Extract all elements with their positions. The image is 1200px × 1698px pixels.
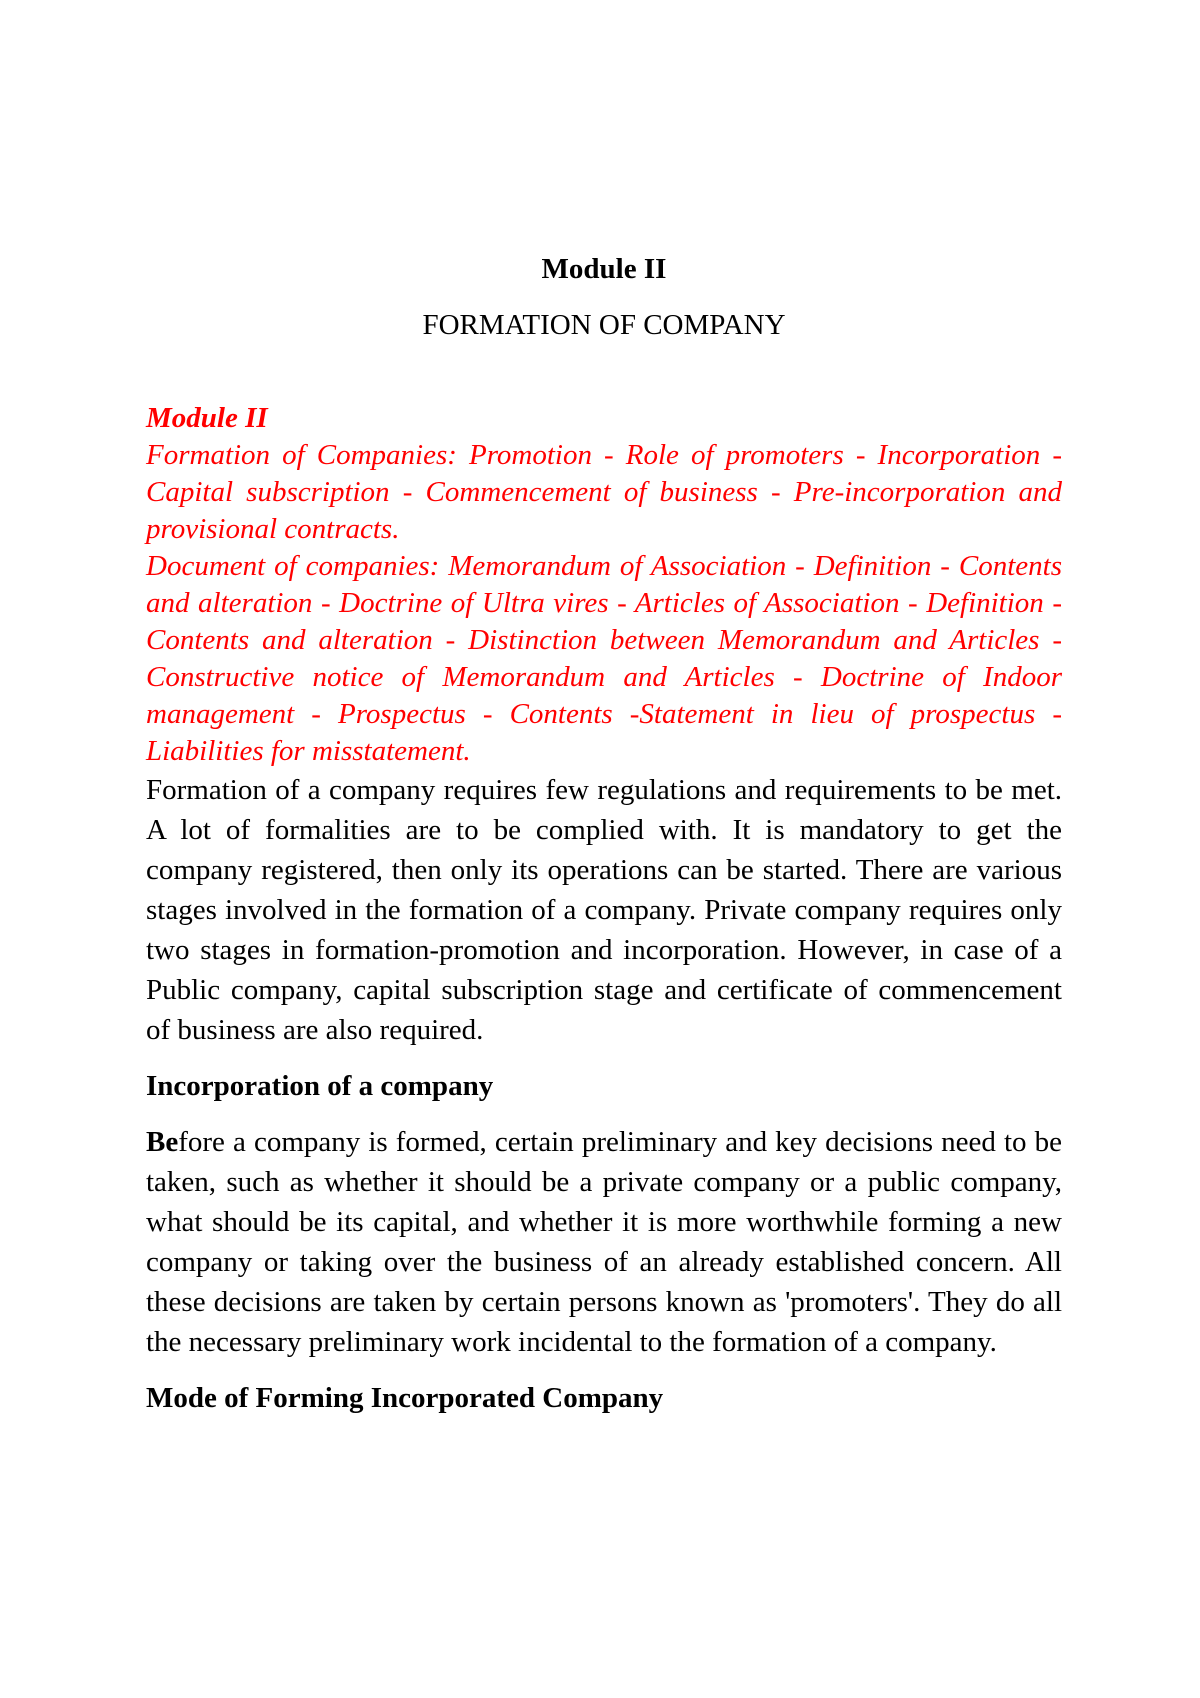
module-subtitle: FORMATION OF COMPANY — [422, 309, 786, 341]
syllabus-heading: Module II — [146, 402, 268, 434]
syllabus-formation: Formation of Companies: Promotion - Role of promoters - Incorporation - Capital subscription - Commencement of business - Pre-incorporation and provisional contracts. — [146, 439, 1062, 545]
intro-paragraph: Formation of a company requires few regulations and requirements to be met. A lot of formalities are to be complied with. It is mandatory to get the company registered, then only its operations can be started. There are various stages involved in the formation of a company. Private company requires only two stages in formation-promotion and incorporation. However, in case of a Public company, capital subscription stage and certificate of commencement of business are also required. — [146, 774, 1062, 1046]
paragraph-body: fore a company is formed, certain preliminary and key decisions need to be taken, such as whether it should be a private company or a public company, what should be its capital, and whether it is more worthwhile forming a new company or taking over the business of an already established concern. All these decisions are taken by certain persons known as 'promoters'. They do all the necessary preliminary work incidental to the formation of a company. — [146, 1126, 1062, 1358]
document-page — [146, 252, 1062, 1434]
module-title: Module II — [541, 253, 667, 285]
syllabus-documents: Document of companies: Memorandum of Association - Definition - Contents and alteration - Doctrine of Ultra vires - Articles of Association - Definition - Contents and alteration - Distinction between Memorandum and Articles - Constructive notice of Memorandum and Articles - Doctrine of Indoor management - Prospectus - Contents -Statement in lieu of prospectus - Liabilities for misstatement. — [146, 550, 1062, 767]
section-heading-incorporation: Incorporation of a company — [146, 1070, 494, 1102]
syllabus-block — [146, 400, 1062, 770]
paragraph-lead-letters: Be — [146, 1126, 179, 1158]
incorporation-paragraph — [146, 1122, 1062, 1362]
section-heading-mode: Mode of Forming Incorporated Company — [146, 1382, 664, 1414]
